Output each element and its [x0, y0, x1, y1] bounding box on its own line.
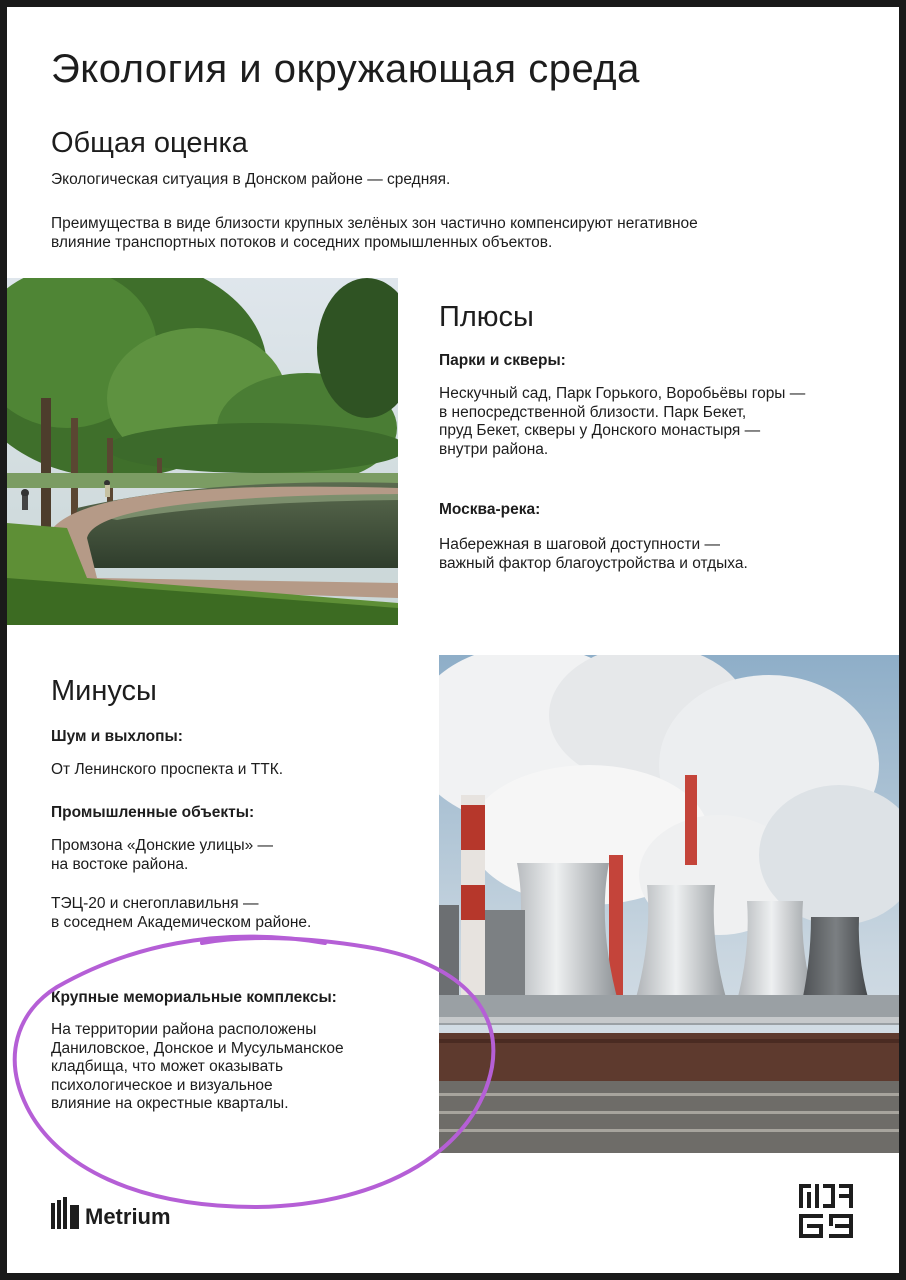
cons-noise-label: Шум и выхлопы:	[51, 728, 183, 745]
overview-heading: Общая оценка	[51, 127, 248, 159]
brochure-page	[7, 7, 899, 1273]
cons-chp-text: ТЭЦ-20 и снегоплавильня — в соседнем Академическом районе.	[51, 895, 312, 931]
page-title: Экология и окружающая среда	[51, 47, 640, 91]
metrium-logo	[51, 1195, 171, 1229]
cons-noise-text: От Ленинского проспекта и ТТК.	[51, 761, 284, 778]
cons-industrial-text: Промзона «Донские улицы» — на востоке района.	[51, 837, 274, 873]
overview-details: Преимущества в виде близости крупных зелёных зон частично компенсируют негативное влияние транспортных потоков и соседних промышленных объектов.	[51, 215, 698, 251]
pros-parks-label: Парки и скверы:	[439, 352, 566, 369]
handwritten-circle-annotation	[7, 907, 527, 1217]
brand-name: Metrium	[85, 1204, 171, 1229]
park-pond-photo	[7, 278, 398, 625]
overview-summary: Экологическая ситуация в Донском районе — средняя.	[51, 171, 451, 188]
metrium-logo-icon	[51, 1197, 81, 1229]
pros-heading: Плюсы	[439, 301, 534, 333]
pros-river-text: Набережная в шаговой доступности — важный фактор благоустройства и отдыха.	[439, 536, 748, 572]
cons-memorial-label: Крупные мемориальные комплексы:	[51, 989, 337, 1006]
pros-river-label: Москва-река:	[439, 501, 541, 518]
monogram-logo	[797, 1182, 855, 1240]
pros-parks-text: Нескучный сад, Парк Горького, Воробьёвы горы — в непосредственной близости. Парк Бекет, пруд Бекет, скверы у Донского монастыря — внутри района.	[439, 385, 806, 458]
cons-memorial-text: На территории района расположены Даниловское, Донское и Мусульманское кладбища, что может оказывать психологическое и визуальное влияние на окрестные кварталы.	[51, 1021, 344, 1112]
cons-heading: Минусы	[51, 675, 157, 707]
cons-industrial-label: Промышленные объекты:	[51, 804, 255, 821]
